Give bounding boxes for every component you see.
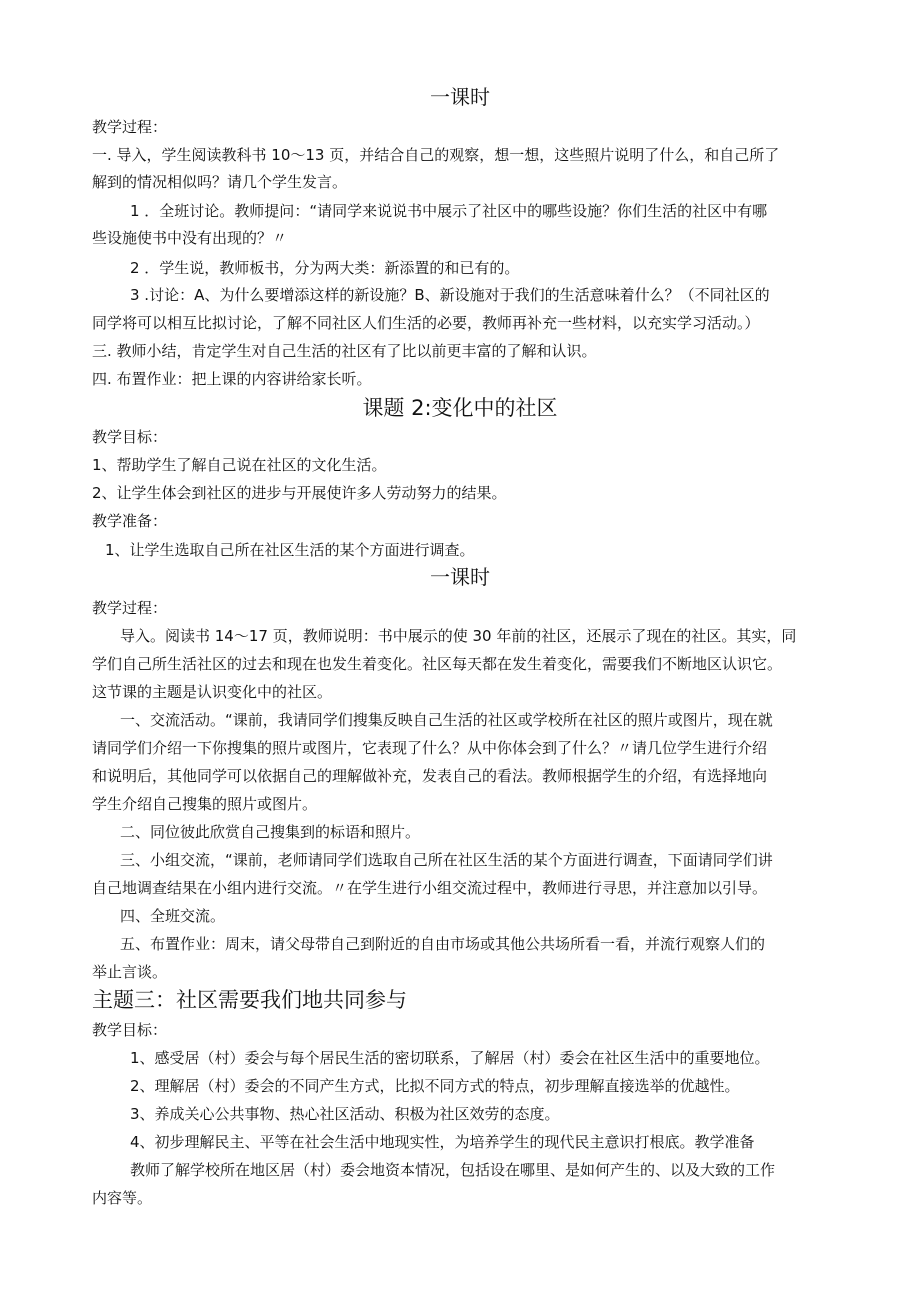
paragraph-line: 一. 导入，学生阅读教科书 10～13 页，并结合自己的观察，想一想，这些照片说明了什么，和自己所了: [92, 146, 780, 164]
paragraph-line: 和说明后，其他同学可以依据自己的理解做补充，发表自己的看法。教师根据学生的介绍，有选择地向: [92, 767, 768, 785]
paragraph-line: 三、小组交流，“课前，老师请同学们选取自己所在社区生活的某个方面进行调查，下面请同学们讲: [120, 851, 773, 869]
topic-heading: 课题 2:变化中的社区: [362, 396, 558, 420]
section-label: 教学目标：: [92, 428, 168, 446]
paragraph-line: 学生介绍自己搜集的照片或图片。: [92, 795, 318, 813]
paragraph-line: 四、全班交流。: [120, 907, 226, 925]
list-item: 1、让学生选取自己所在社区生活的某个方面进行调查。: [105, 541, 475, 559]
paragraph-line: 导入。阅读书 14～17 页，教师说明：书中展示的使 30 年前的社区，还展示了现在的社区。其实，同: [120, 627, 797, 645]
section-label: 教学准备：: [92, 512, 168, 530]
paragraph-line: 请同学们介绍一下你搜集的照片或图片，它表现了什么？从中你体会到了什么？〃请几位学生进行介绍: [92, 739, 768, 757]
paragraph-line: 自己地调查结果在小组内进行交流。〃在学生进行小组交流过程中，教师进行寻思，并注意加以引导。: [92, 879, 768, 897]
paragraph-line: 这节课的主题是认识变化中的社区。: [92, 683, 333, 701]
paragraph-line: 四. 布置作业：把上课的内容讲给家长听。: [92, 370, 372, 388]
paragraph-line: 同学将可以相互比拟讨论，了解不同社区人们生活的必要，教师再补充一些材料，以充实学习活动。）: [92, 314, 760, 332]
section-label: 教学过程：: [92, 118, 168, 136]
list-item: 3、养成关心公共事物、热心社区活动、积极为社区效劳的态度。: [130, 1105, 560, 1123]
paragraph-line: 解到的情况相似吗？请几个学生发言。: [92, 173, 348, 191]
section-label: 教学过程：: [92, 599, 168, 617]
main-heading: 主题三：社区需要我们地共同参与: [92, 988, 407, 1012]
section-label: 教学目标：: [92, 1021, 168, 1039]
paragraph-line: 些设施使书中没有出现的？〃: [92, 229, 288, 247]
list-item: 3 .讨论：A、为什么要增添这样的新设施？B、新设施对于我们的生活意味着什么？（不同社区的: [130, 286, 770, 304]
paragraph-line: 二、同位彼此欣赏自己搜集到的标语和照片。: [120, 823, 421, 841]
paragraph-line: 五、布置作业：周末，请父母带自己到附近的自由市场或其他公共场所看一看，并流行观察人们的: [120, 935, 766, 953]
paragraph-line: 一、交流活动。“课前，我请同学们搜集反映自己生活的社区或学校所在社区的照片或图片，现在就: [120, 711, 773, 729]
lesson-heading: 一课时: [430, 565, 490, 589]
list-item: 1 ．全班讨论。教师提问：“请同学来说说书中展示了社区中的哪些设施？你们生活的社区中有哪: [130, 202, 768, 220]
paragraph-line: 三. 教师小结，肯定学生对自己生活的社区有了比以前更丰富的了解和认识。: [92, 342, 597, 360]
list-item: 2 ．学生说，教师板书，分为两大类：新添置的和已有的。: [130, 259, 520, 277]
list-item: 4、初步理解民主、平等在社会生活中地现实性，为培养学生的现代民主意识打根底。教学准备: [130, 1133, 755, 1151]
paragraph-line: 学们自己所生活社区的过去和现在也发生着变化。社区每天都在发生着变化，需要我们不断地区认识它。: [92, 655, 783, 673]
lesson-heading: 一课时: [430, 85, 490, 109]
list-item: 2、让学生体会到社区的进步与开展使许多人劳动努力的结果。: [92, 484, 507, 502]
paragraph-line: 教师了解学校所在地区居（村）委会地资本情况，包括设在哪里、是如何产生的、以及大致的工作: [130, 1161, 776, 1179]
paragraph-line: 内容等。: [92, 1189, 153, 1207]
list-item: 2、理解居（村）委会的不同产生方式，比拟不同方式的特点，初步理解直接选举的优越性。: [130, 1077, 740, 1095]
list-item: 1、感受居（村）委会与每个居民生活的密切联系，了解居（村）委会在社区生活中的重要地位。: [130, 1049, 770, 1067]
paragraph-line: 举止言谈。: [92, 963, 168, 981]
list-item: 1、帮助学生了解自己说在社区的文化生活。: [92, 456, 387, 474]
